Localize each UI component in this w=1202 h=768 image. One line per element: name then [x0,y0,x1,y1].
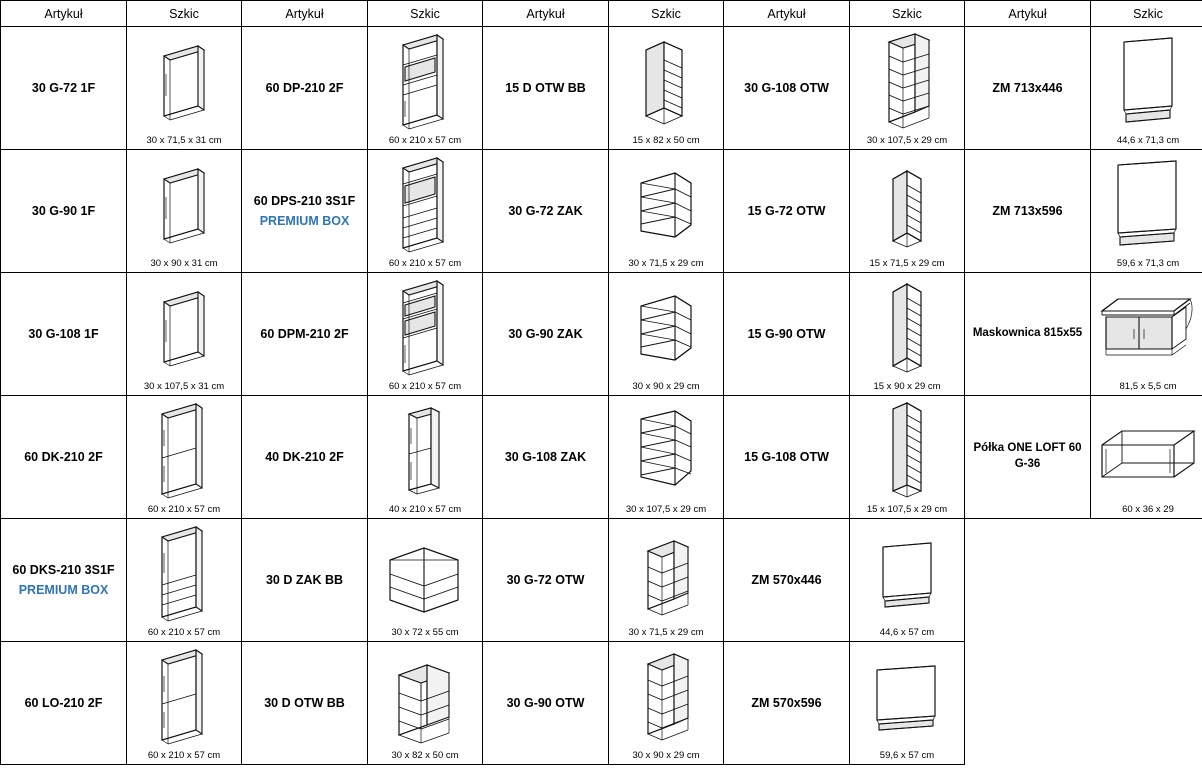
sketch-container [1091,397,1202,518]
product-name: 30 G-72 OTW [506,572,585,587]
empty-cell [965,642,1091,765]
product-name-cell[interactable] [242,642,368,765]
dimension-label: 30 x 71,5 x 29 cm [628,258,704,270]
tall-cabinet-1door-icon [127,153,241,259]
sketch-container [1091,151,1202,272]
dimension-label: 15 x 82 x 50 cm [632,135,700,147]
narrow-open-wall-icon [850,153,964,259]
product-name-cell[interactable] [483,273,609,396]
product-sketch-cell [609,519,724,642]
column-2door-icon [127,399,241,505]
dimension-label: 30 x 71,5 x 29 cm [628,627,704,639]
dishwasher-front-tall-icon [1091,30,1202,136]
product-name: ZM 570x596 [751,695,822,710]
sketch-container [609,151,723,272]
sketch-container [368,28,482,149]
product-sketch-cell [850,273,965,396]
dimension-label: 15 x 71,5 x 29 cm [869,258,945,270]
table-row [1,27,1202,150]
product-sketch-cell [368,642,483,765]
narrow-open-wall-tall-icon [850,276,964,382]
product-sketch-cell [850,642,965,765]
sketch-container [127,28,241,149]
dimension-label: 60 x 210 x 57 cm [147,504,221,516]
product-sketch-cell [609,150,724,273]
product-name-cell[interactable] [965,150,1091,273]
loft-shelf-icon [1091,399,1202,505]
dimension-label: 59,6 x 57 cm [879,750,935,762]
product-name-cell[interactable] [242,27,368,150]
product-name: 30 G-72 1F [31,80,96,95]
product-name: 60 DPS-210 3S1F PREMIUM BOX [242,191,367,232]
sketch-container [609,643,723,764]
dimension-label: 60 x 210 x 57 cm [388,258,462,270]
dimension-label: 30 x 90 x 31 cm [150,258,218,270]
column-drawers-icon [127,522,241,628]
product-name-cell[interactable] [242,150,368,273]
open-base-shelf-icon [368,645,482,751]
product-sketch-cell [368,273,483,396]
narrow-open-wall-xtall-icon [850,399,964,505]
dimension-label: 60 x 210 x 57 cm [147,627,221,639]
corner-wall-diag-icon [609,276,723,382]
sketch-container [127,151,241,272]
product-name: 30 G-72 ZAK [508,203,583,218]
product-name-cell[interactable] [483,27,609,150]
dimension-label: 30 x 107,5 x 31 cm [143,381,225,393]
header-artykul-4: Artykuł [724,1,850,27]
dimension-label: 30 x 107,5 x 29 cm [625,504,707,516]
column-oven-micro-icon [368,276,482,382]
column-narrow-icon [368,399,482,505]
open-wall-shelf-xtall-icon [850,30,964,136]
product-name-cell[interactable] [1,396,127,519]
product-name: Półka ONE LOFT 60 G-36 [973,442,1082,470]
dimension-label: 40 x 210 x 57 cm [388,504,462,516]
header-artykul-1: Artykuł [1,1,127,27]
table-row [1,519,1202,642]
product-sketch-cell [850,396,965,519]
empty-cell [965,519,1091,642]
product-name-cell[interactable] [483,642,609,765]
dimension-label: 30 x 107,5 x 29 cm [866,135,948,147]
dishwasher-front-icon [850,522,964,628]
header-szkic-2: Szkic [368,1,483,27]
column-oven-icon [368,30,482,136]
product-sketch-cell [1091,27,1202,150]
product-sketch-cell [850,150,965,273]
product-sketch-cell [609,273,724,396]
corner-wall-diag-icon [609,153,723,259]
product-sketch-cell [127,519,242,642]
sketch-container [850,274,964,395]
product-name-cell[interactable] [1,150,127,273]
dimension-label: 30 x 72 x 55 cm [391,627,459,639]
sketch-container [1091,28,1202,149]
cover-panel-icon [1091,276,1202,382]
sketch-container [127,520,241,641]
product-name: 60 DP-210 2F [265,80,344,95]
dimension-label: 30 x 90 x 29 cm [632,381,700,393]
table-header-row [1,1,1202,27]
product-sketch-cell [127,150,242,273]
empty-cell [1091,519,1202,642]
dimension-label: 59,6 x 71,3 cm [1116,258,1180,270]
table-row [1,396,1202,519]
product-sketch-cell [1091,396,1202,519]
header-artykul-5: Artykuł [965,1,1091,27]
product-name: 30 G-108 ZAK [504,449,587,464]
product-sketch-cell [368,519,483,642]
sketch-container [127,397,241,518]
product-name: 15 G-108 OTW [744,449,829,464]
tall-cabinet-1door-icon [127,30,241,136]
product-name: 30 G-90 OTW [506,695,585,710]
table-row [1,273,1202,396]
sketch-container [368,397,482,518]
product-sketch-cell [368,396,483,519]
product-name-cell[interactable] [724,27,850,150]
product-sketch-cell [127,396,242,519]
product-name: ZM 713x596 [992,203,1063,218]
header-artykul-2: Artykuł [242,1,368,27]
open-wall-shelf-tall-icon [609,645,723,751]
product-name: 15 G-90 OTW [747,326,826,341]
sketch-container [127,274,241,395]
product-sketch-cell [1091,150,1202,273]
product-sketch-cell [609,642,724,765]
sketch-container [850,28,964,149]
tall-cabinet-1door-icon [127,276,241,382]
product-sketch-cell [127,642,242,765]
open-wall-shelf-icon [609,522,723,628]
sketch-container [850,151,964,272]
product-name-cell[interactable] [1,273,127,396]
sketch-container [609,520,723,641]
product-name-cell[interactable] [965,396,1091,519]
product-name-cell[interactable] [724,519,850,642]
product-name-cell[interactable] [242,519,368,642]
product-name: 30 G-108 1F [28,326,99,341]
product-name: 15 D OTW BB [505,80,586,95]
product-name: 30 G-90 ZAK [508,326,583,341]
product-name: Maskownica 815x55 [972,327,1083,340]
dimension-label: 60 x 210 x 57 cm [147,750,221,762]
product-sketch-cell [1091,273,1202,396]
sketch-container [609,274,723,395]
product-name-cell[interactable] [483,150,609,273]
product-name: 30 G-108 OTW [744,80,829,95]
sketch-container [1091,274,1202,395]
dimension-label: 60 x 210 x 57 cm [388,135,462,147]
header-szkic-5: Szkic [1091,1,1202,27]
sketch-container [127,643,241,764]
product-name: 60 DPM-210 2F [260,326,349,341]
dimension-label: 15 x 90 x 29 cm [873,381,941,393]
product-sketch-cell [850,27,965,150]
product-sketch-cell [127,27,242,150]
product-sketch-cell [368,150,483,273]
product-name: 60 LO-210 2F [24,695,103,710]
product-name-cell[interactable] [724,273,850,396]
product-name: 60 DKS-210 3S1F PREMIUM BOX [1,560,126,601]
product-name-cell[interactable] [965,27,1091,150]
table-body [1,27,1202,765]
sketch-container [850,643,964,764]
product-name-cell[interactable] [1,642,127,765]
header-szkic-4: Szkic [850,1,965,27]
product-name-cell[interactable] [242,396,368,519]
premium-box-badge: PREMIUM BOX [259,213,350,228]
product-name: 60 DK-210 2F [24,449,103,464]
product-name-cell[interactable] [242,273,368,396]
product-name: ZM 570x446 [751,572,822,587]
column-oven-drawers-icon [368,153,482,259]
sketch-container [368,274,482,395]
sketch-container [368,520,482,641]
product-name: 30 D ZAK BB [265,572,344,587]
product-name-cell[interactable] [724,150,850,273]
product-name-cell[interactable] [1,519,127,642]
product-name: 30 D OTW BB [264,695,345,710]
product-name: 40 DK-210 2F [265,449,344,464]
empty-cell [1091,642,1202,765]
dimension-label: 15 x 107,5 x 29 cm [866,504,948,516]
product-sketch-cell [850,519,965,642]
dimension-label: 44,6 x 57 cm [879,627,935,639]
product-name-cell[interactable] [724,396,850,519]
column-2door-icon [127,645,241,751]
product-sketch-cell [609,27,724,150]
dimension-label: 60 x 210 x 57 cm [388,381,462,393]
product-name: ZM 713x446 [992,80,1063,95]
sketch-container [368,151,482,272]
sketch-container [609,397,723,518]
dimension-label: 60 x 36 x 29 [1122,504,1174,516]
dimension-label: 44,6 x 71,3 cm [1116,135,1180,147]
sketch-container [850,520,964,641]
header-szkic-3: Szkic [609,1,724,27]
header-artykul-3: Artykuł [483,1,609,27]
dimension-label: 30 x 71,5 x 31 cm [146,135,222,147]
product-sketch-cell [609,396,724,519]
table-row [1,150,1202,273]
product-name-cell[interactable] [483,519,609,642]
sketch-container [850,397,964,518]
premium-box-badge: PREMIUM BOX [18,582,109,597]
product-name: 15 G-72 OTW [747,203,826,218]
corner-open-shelf-icon [368,522,482,628]
table-row [1,642,1202,765]
sketch-container [609,28,723,149]
product-name-cell[interactable] [1,27,127,150]
narrow-open-side-icon [609,30,723,136]
dimension-label: 30 x 90 x 29 cm [632,750,700,762]
corner-wall-diag-tall-icon [609,399,723,505]
dimension-label: 30 x 82 x 50 cm [391,750,459,762]
product-name-cell[interactable] [965,273,1091,396]
header-szkic-1: Szkic [127,1,242,27]
product-name-cell[interactable] [483,396,609,519]
product-name-cell[interactable] [724,642,850,765]
product-sketch-cell [368,27,483,150]
dishwasher-front-wide-icon [850,645,964,751]
dimension-label: 81,5 x 5,5 cm [1119,381,1177,393]
product-name: 30 G-90 1F [31,203,96,218]
sketch-container [368,643,482,764]
product-sketch-cell [127,273,242,396]
dishwasher-front-tall-wide-icon [1091,153,1202,259]
